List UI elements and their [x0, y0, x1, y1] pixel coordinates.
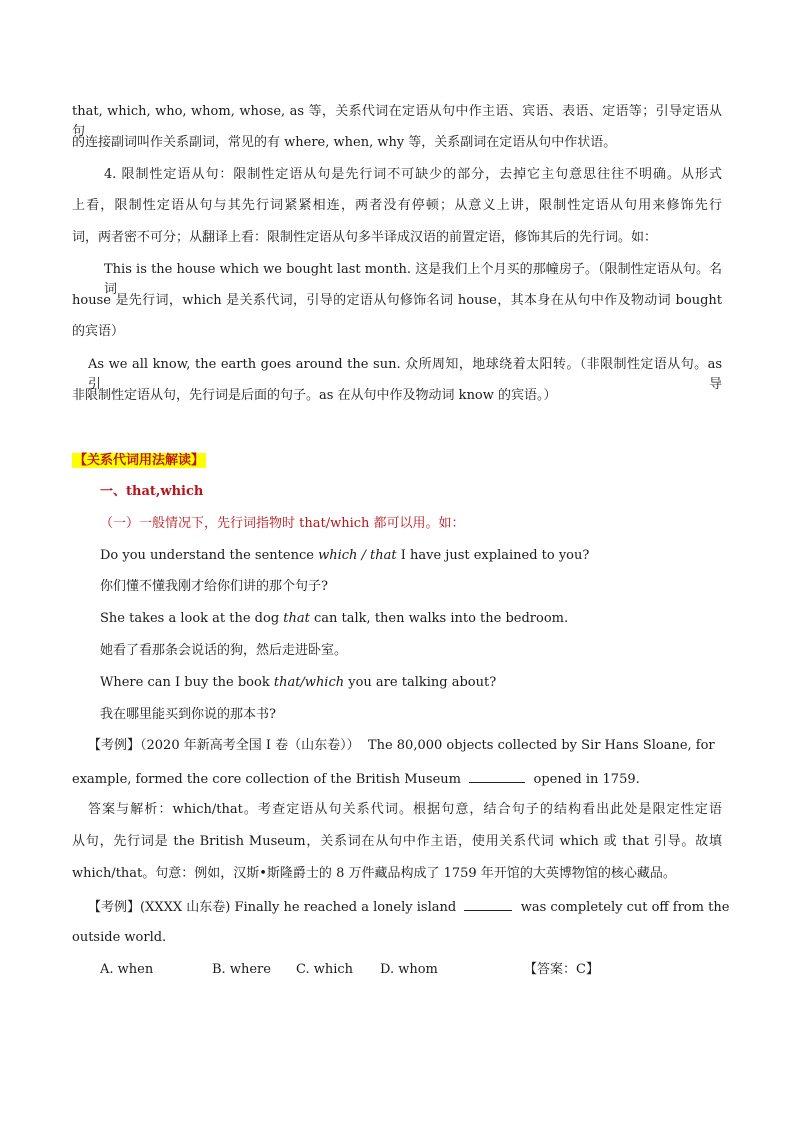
exam1-answer-line1: 答案与解析：which/that。考查定语从句关系代词。根据句意，结合句子的结构看出此处是限定性定语: [88, 802, 722, 817]
option-b[interactable]: B. where: [212, 962, 271, 977]
exam1-label: 【考例】: [88, 738, 141, 753]
para2-line3: 词，两者密不可分；从翻译上看：限制性定语从句多半译成汉语的前置定语，修饰其后的先行词。如：: [72, 230, 658, 245]
exam1-question-line1: [88, 736, 722, 756]
exam2-answer: 【答案：C】: [524, 962, 599, 977]
sentence-1-em: which / that: [318, 548, 397, 563]
exam2-question-line2: outside world.: [72, 930, 167, 945]
exam1-question-pre: example, formed the core collection of the British Museum: [72, 772, 461, 787]
sentence-3-post: you are talking about?: [344, 675, 497, 690]
exam2-question-pre: (XXXX 山东卷) Finally he reached a lonely island: [140, 900, 457, 915]
exam2-question-line1: [88, 896, 730, 918]
option-d[interactable]: D. whom: [380, 962, 438, 977]
sentence-2-post: can talk, then walks into the bedroom.: [309, 611, 569, 626]
exam2-question-post: was completely cut off from the: [520, 900, 730, 915]
example2-line2: 非限制性定语从句，先行词是后面的句子。as 在从句中作及物动词 know 的宾语。）: [72, 388, 557, 403]
exam1-answer-line2: 从句，先行词是 the British Museum，关系词在从句中作主语，使用关系代词 which 或 that 引导。故填: [72, 834, 722, 849]
sentence-2-zh: 她看了看那条会说话的狗，然后走进卧室。: [100, 643, 348, 658]
subheading-general-case: （一）一般情况下，先行词指物时 that/which 都可以用。如：: [100, 516, 465, 531]
exam2-label: 【考例】: [88, 900, 141, 915]
sentence-1-pre: Do you understand the sentence: [100, 548, 319, 563]
option-a[interactable]: A. when: [100, 962, 154, 977]
section-heading: [72, 451, 722, 471]
exam2-blank[interactable]: [464, 896, 512, 911]
para2-line2: 上看，限制性定语从句与其先行词紧紧相连，两者没有停顿；从意义上讲，限制性定语从句用来修饰先行: [72, 198, 722, 213]
sentence-2-pre: She takes a look at the dog: [100, 611, 284, 626]
example1-line2: house 是先行词，which 是关系代词，引导的定语从句修饰名词 house，其本身在从句中作及物动词 bought: [72, 293, 722, 308]
sentence-3-em: that/which: [273, 675, 345, 690]
sentence-1-post: I have just explained to you?: [396, 548, 590, 563]
sentence-2-em: that: [283, 611, 310, 626]
subheading-that-which: 一、that,which: [100, 484, 204, 499]
exam1-question-post: opened in 1759.: [533, 772, 640, 787]
sentence-3-zh: 我在哪里能买到你说的那本书?: [100, 707, 276, 722]
option-c[interactable]: C. which: [296, 962, 354, 977]
exam1-answer-line3: which/that。句意：例如，汉斯•斯隆爵士的 8 万件藏品构成了 1759 年开馆的大英博物馆的核心藏品。: [72, 866, 676, 881]
example1-line1: This is the house which we bought last month. 这是我们上个月买的那幢房子。（限制性定语从句。名词: [104, 262, 722, 297]
exam1-blank[interactable]: [469, 768, 525, 783]
sentence-3-pre: Where can I buy the book: [100, 675, 274, 690]
section-heading-text: 【关系代词用法解读】: [74, 453, 205, 468]
exam1-question-text: The 80,000 objects collected by Sir Hans Sloane, for: [367, 738, 715, 753]
sentence-2-en: [100, 609, 722, 629]
para1-line2: 的连接副词叫作关系副词，常见的有 where, when, why 等，关系副词在定语从句中作状语。: [72, 135, 617, 150]
exam1-source: （2020 年新高考全国 I 卷（山东卷））: [140, 738, 360, 753]
para2-line1: 4. 限制性定语从句：限制性定语从句是先行词不可缺少的部分，去掉它主句意思往往不明确。从形式: [104, 167, 722, 182]
example2-line1: As we all know, the earth goes around the sun. 众所周知，地球绕着太阳转。（非限制性定语从句。as 引导: [88, 357, 722, 392]
sentence-3-en: [100, 673, 722, 693]
sentence-1-en: [100, 546, 722, 566]
para1-line1: that, which, who, whom, whose, as 等，关系代词在定语从句中作主语、宾语、表语、定语等；引导定语从句: [72, 104, 722, 139]
example1-line3: 的宾语）: [72, 324, 125, 339]
exam1-question-line2: [72, 768, 722, 790]
sentence-1-zh: 你们懂不懂我刚才给你们讲的那个句子?: [100, 579, 328, 594]
